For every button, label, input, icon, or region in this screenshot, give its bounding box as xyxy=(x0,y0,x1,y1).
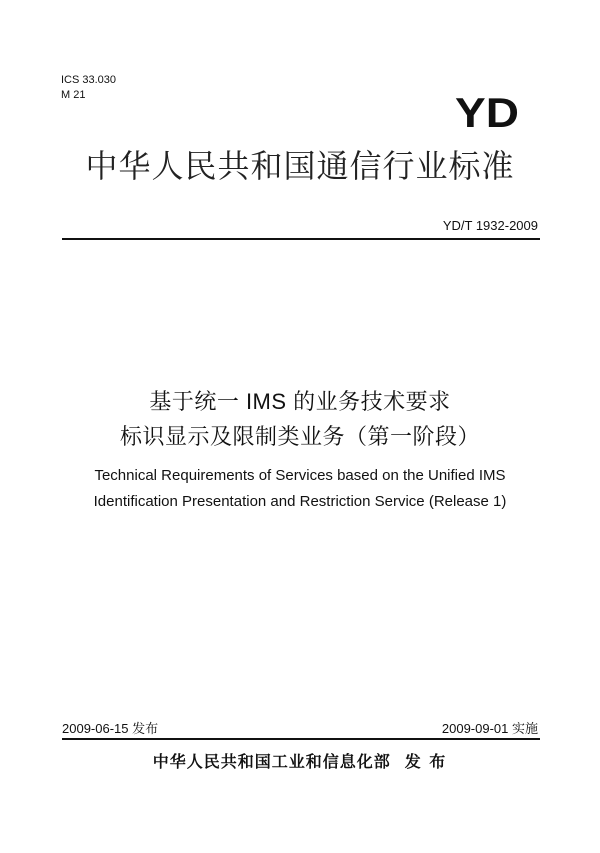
yd-logo xyxy=(437,92,537,132)
standard-number: YD/T 1932-2009 xyxy=(442,218,538,233)
publisher-name: 中华人民共和国工业和信息化部 xyxy=(152,754,391,771)
ics-code: ICS 33.030 xyxy=(61,74,117,86)
implementation-date: 2009-09-01 实施 xyxy=(441,721,538,736)
document-title-zh-line1: 基于统一 IMS 的业务技术要求 xyxy=(149,389,451,414)
bottom-divider xyxy=(62,738,540,740)
yd-logo-text: YD xyxy=(455,92,519,132)
document-title-en-line2: Identification Presentation and Restriction Service (Release 1) xyxy=(93,493,507,510)
document-title-zh-line2: 标识显示及限制类业务（第一阶段） xyxy=(119,424,480,449)
issue-date: 2009-06-15 发布 xyxy=(62,721,159,736)
document-title-en-line1: Technical Requirements of Services based on the Unified IMS xyxy=(94,467,506,484)
publisher-suffix: 发 布 xyxy=(404,754,448,771)
publisher-line xyxy=(0,749,600,772)
standard-title: 中华人民共和国通信行业标准 xyxy=(85,148,515,184)
classification-code: M 21 xyxy=(61,89,86,101)
top-divider xyxy=(62,238,540,240)
